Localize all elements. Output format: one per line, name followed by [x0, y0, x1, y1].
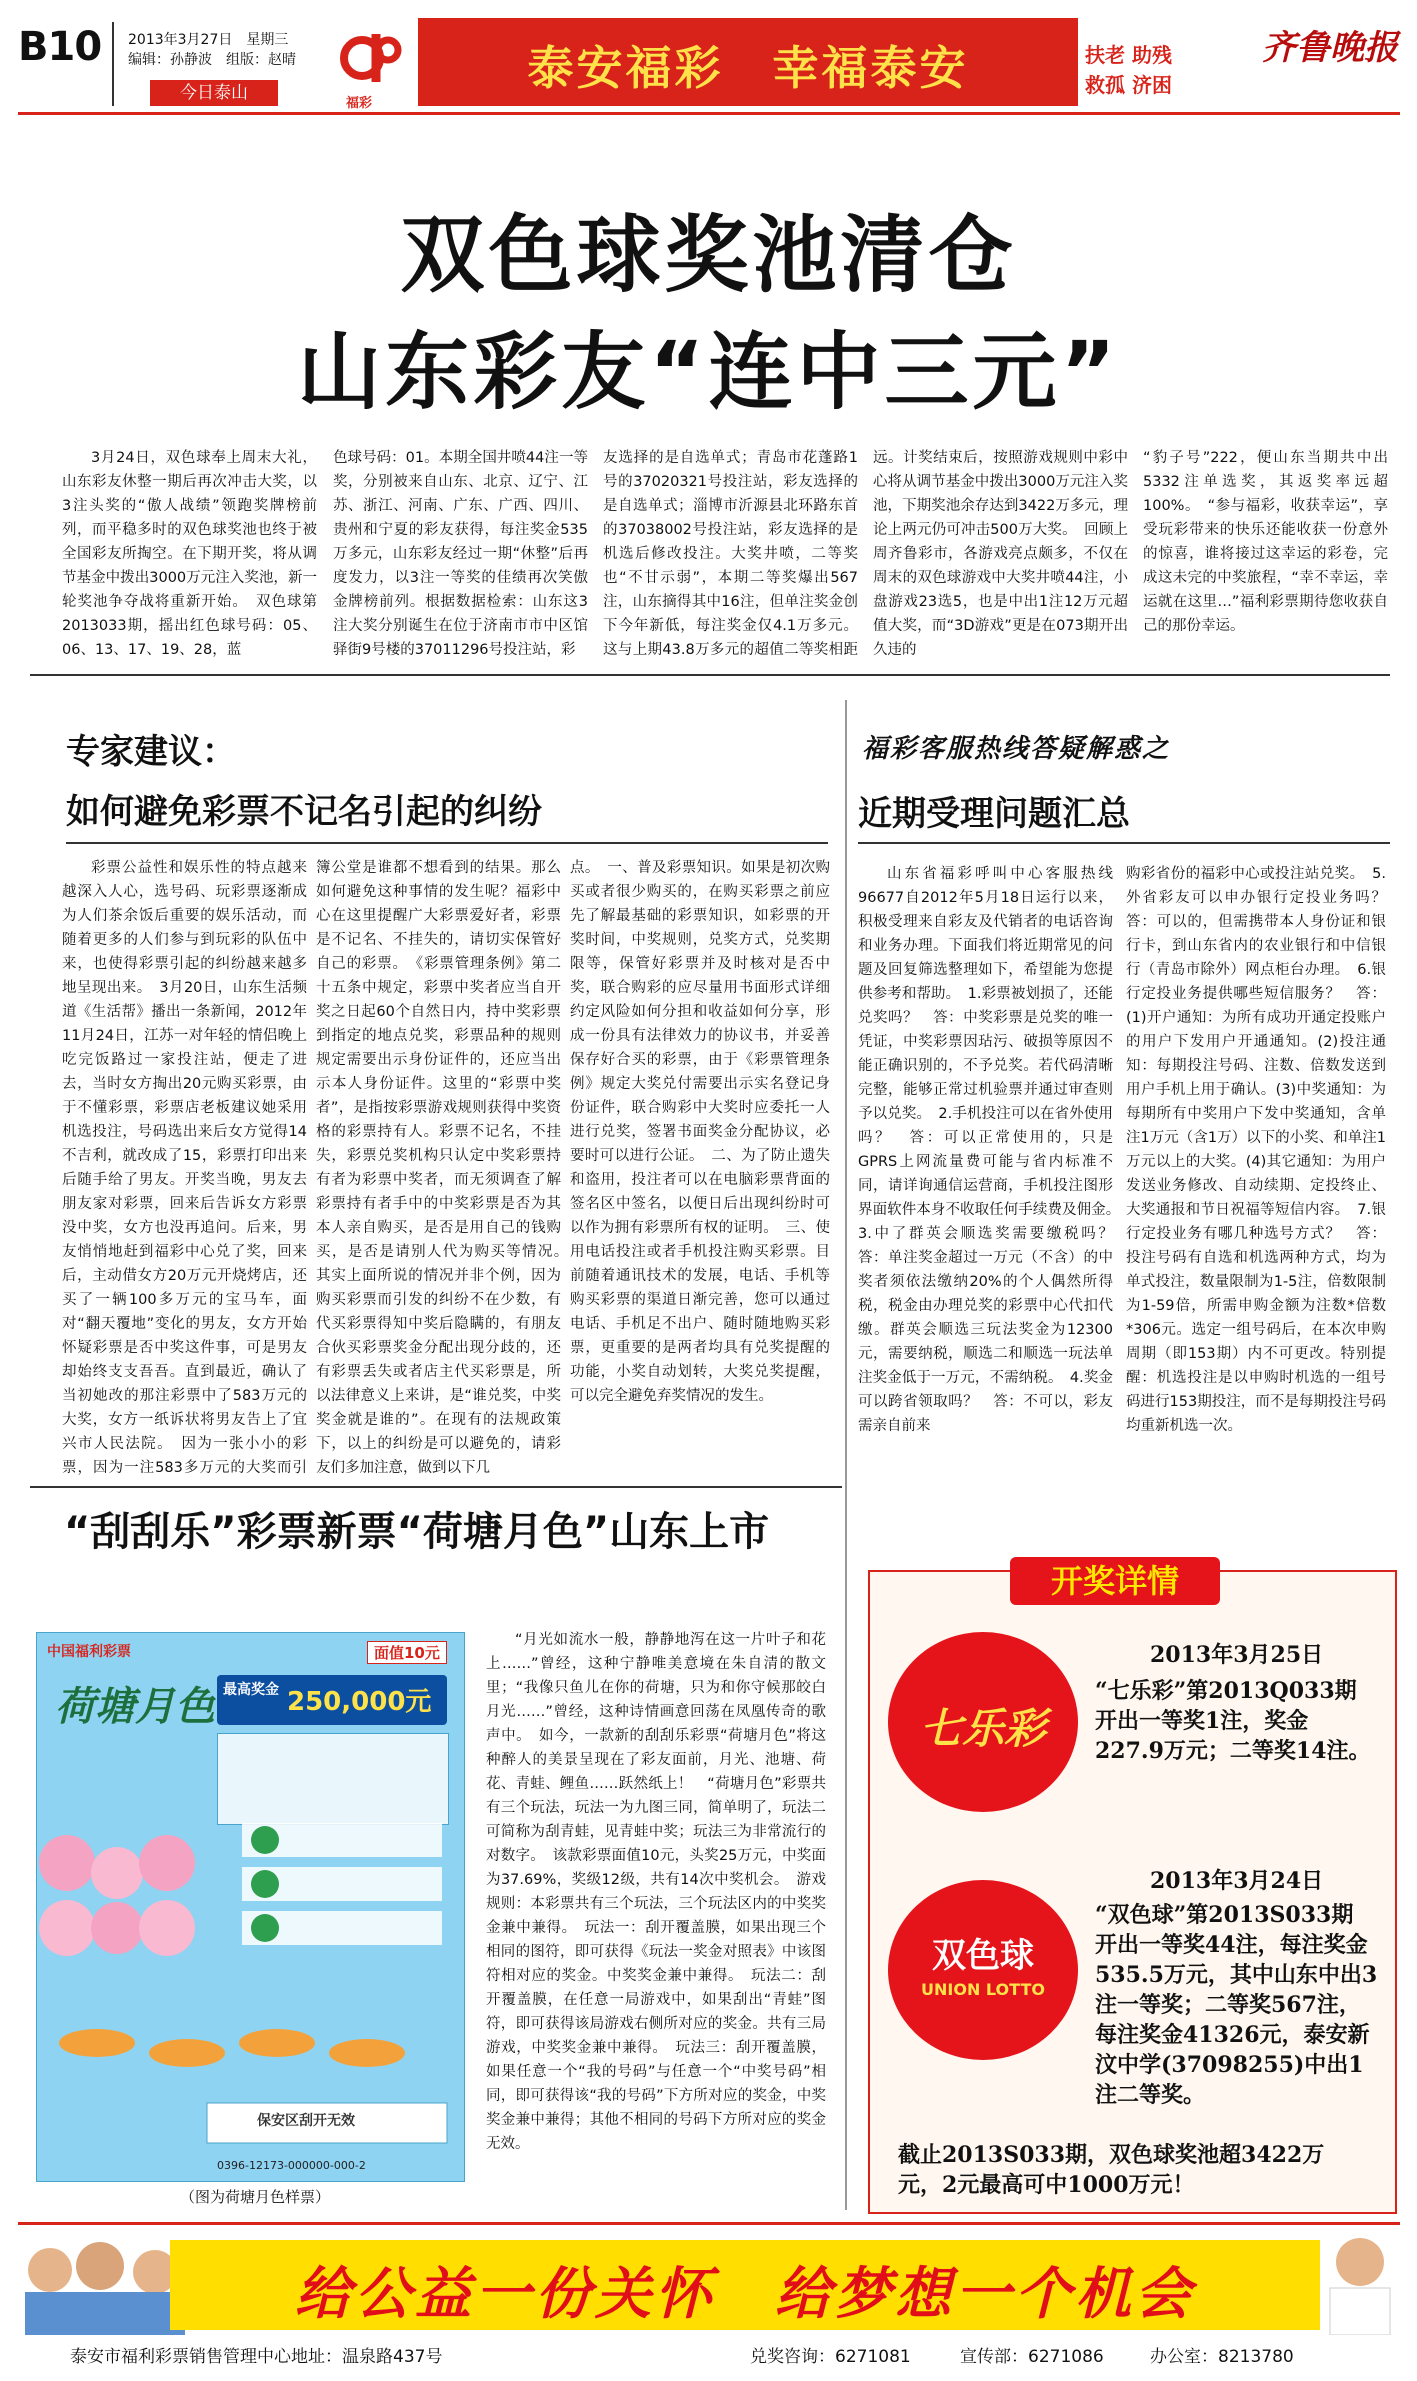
card-lotus-artwork	[37, 1803, 464, 2181]
expert-column-1: 彩票公益性和娱乐性的特点越来越深入人心，选号码、玩彩票逐渐成为人们茶余饭后重要的娱乐活动，而随着更多的人们参与到玩彩的队伍中来，也使得彩票引起的纠纷越来越多地呈现出来。 3月20日，山东生活频道《生活帮》播出一条新闻，2012年11月24日，江苏一对年轻的情侣晚上吃完饭路过一家投注站，便走了进去，当时女方掏出20元购买彩票，由于不懂彩票，彩票店老板建议她采用机选投注，号码选出来后女方觉得14不吉利，就改成了15，彩票打印出来后随手给了男友。开奖当晚，男友去朋友家对彩票，回来后告诉女方彩票没中奖，女方也没再追问。后来，男友悄悄地赶到福彩中心兑了奖，回来后，主动借女方20万元开烧烤店，还买了一辆100多万元的宝马车，面对“翻天覆地”变化的男友，女方开始怀疑彩票是否中奖这件事，可是男友却始终支支吾吾。直到最近，确认了当初她改的那注彩票中了583万元的大奖，女方一纸诉状将男友告上了宜兴市人民法院。 因为一张小小的彩票，因为一注583多万元的大奖而引	[62, 860, 307, 1476]
lead-column-5: “豹子号”222，便山东当期共中出5332注单选奖，其返奖率远超100%。 “参与福彩，收获幸运”，享受玩彩带来的快乐还能收获一份意外的惊喜，谁将接过这幸运的彩卷，完成这未完的中奖旅程，“幸不幸运，幸运就在这里…”福利彩票期待您收获自己的那份幸运。	[1143, 450, 1388, 634]
card-brand: 中国福利彩票	[47, 1644, 131, 1660]
column-divider	[845, 700, 847, 2210]
footer-consult: 兑奖咨询：6271081	[750, 2347, 911, 2367]
scratch-column: “月光如流水一般，静静地泻在这一片叶子和花上……”曾经，这种宁静唯美意境在朱自清的散文里；“我像只鱼儿在你的荷塘，只为和你守候那皎白月光……”曾经，这种诗情画意回荡在凤凰传奇的歌声中。 如今，一款新的刮刮乐彩票“荷塘月色”将这种醉人的美景呈现在了彩友面前，月光、池塘、荷花、青蛙、鲤鱼……跃然纸上！ “荷塘月色”彩票共有三个玩法，玩法一为九图三同，简单明了，玩法二可简称为刮青蛙，见青蛙中奖；玩法三为非常流行的对数字。 该款彩票面值10元，头奖25万元，中奖面为37.69%，奖级12级，共有14次中奖机会。 游戏规则：本彩票共有三个玩法，三个玩法区内的中奖奖金兼中兼得。 玩法一：刮开覆盖膜，如果出现三个相同的图符，即可获得《玩法一奖金对照表》中该图符相对应的奖金。中奖奖金兼中兼得。 玩法二：刮开覆盖膜，在任意一局游戏中，如果刮出“青蛙”图符，即可获得该局游戏右侧所对应的奖金。共有三局游戏，中奖奖金兼中兼得。 玩法三：刮开覆盖膜，如果任意一个“我的号码”与任意一个“中奖号码”相同，即可获得该“我的号码”下方所对应的奖金，中奖奖金兼中兼得；其他不相同的号码下方所对应的奖金无效。	[486, 1632, 826, 2152]
scratch-caption: （图为荷塘月色样票）	[180, 2188, 331, 2206]
ssq-result: “双色球”第2013S033期 开出一等奖44注，每注奖金535.5万元，其中山东中出3注一等奖；二等奖567注，每注奖金41326元，泰安新汶中学(37098255)中出1注二等奖。	[1095, 1902, 1378, 2108]
expert-column-2: 簿公堂是谁都不想看到的结果。那么如何避免这种事情的发生呢？福彩中心在这里提醒广大彩票爱好者，彩票是不记名、不挂失的，请切实保管好自己的彩票。 《彩票管理条例》第二十五条中规定，彩票中奖者应当自开奖之日起60个自然日内，持中奖彩票到指定的地点兑奖，彩票品种的规则规定需要出示身份证件的，还应当出示本人身份证件。这里的“彩票中奖者”，是指按彩票游戏规则获得中奖资格的彩票持有人。彩票不记名，不挂失，彩票兑奖机构只认定中奖彩票持有者为彩票中奖者，而无须调查了解彩票持有者手中的中奖彩票是否为其本人亲自购买，是否是用自己的钱购买，是否是请别人代为购买等情况。 其实上面所说的情况并非个例，因为购买彩票而引发的纠纷不在少数，有代买彩票得知中奖后隐瞒的，有朋友合伙买彩票奖金分配出现分歧的，还有彩票丢失或者店主代买彩票是，所以法律意义上来讲，是“谁兑奖，中奖奖金就是谁的”。在现有的法规政策下，以上的纠纷是可以避免的，请彩友们多加注意，做到以下几	[316, 860, 561, 1476]
card-prize-value: 250,000元	[287, 1687, 432, 1717]
welfare-lottery-logo-icon	[336, 28, 402, 88]
lead-column-3: 友选择的是自选单式；青岛市花蓬路1号的37020321号投注站，彩友选择的是自选单式；淄博市沂源县北环路东首的37038002号投注站，彩友选择的是机选后修改投注。大奖井喷，二等奖也“不甘示弱”，本期二等奖爆出567注，山东摘得其中16注，但单注奖金创下今年新低，每注奖金仅4.1万多元。这与上期43.8万多元的超值二等奖相距	[603, 450, 858, 658]
issue-date: 2013年3月27日 星期三	[128, 32, 289, 48]
header-banner	[418, 18, 1078, 106]
card-redeem-label: 保安区刮开无效	[257, 2113, 355, 2129]
qlc-logo	[888, 1632, 1078, 1812]
issue-editors: 编辑：孙静波 组版：赵晴	[128, 52, 296, 68]
hotline-rule	[858, 842, 1390, 844]
footer-contacts	[30, 2342, 1390, 2372]
qlc-result: “七乐彩”第2013Q033期 开出一等奖1注，奖金227.9万元；二等奖14注。	[1095, 1678, 1379, 1764]
footer-slogan: 给公益一份关怀 给梦想一个机会	[295, 2262, 1195, 2327]
hotline-column-1: 山东省福彩呼叫中心客服热线96677自2012年5月18日运行以来，积极受理来自彩友及代销者的电话咨询和业务办理。下面我们将近期常见的问题及回复筛选整理如下，希望能为您提供参考和帮助。 1.彩票被划损了，还能兑奖吗？ 答：中奖彩票是兑奖的唯一凭证，中奖彩票因玷污、破损等原因不能正确识别的，不予兑奖。若代码清晰完整，能够正常过机验票并通过审查则予以兑奖。 2.手机投注可以在省外使用吗？ 答：可以正常使用的，只是GPRS上网流量费可能与省内标准不同，请详询通信运营商，手机投注图形界面软件本身不收取任何手续费及佣金。 3.中了群英会顺选奖需要缴税吗？ 答：单注奖金超过一万元（不含）的中奖者须依法缴纳20%的个人偶然所得税，税金由办理兑奖的彩票中心代扣代缴。群英会顺选三玩法奖金为12300元，需要纳税，顺选二和顺选一玩法单注奖金低于一万元，不需纳税。 4.奖金可以跨省领取吗？ 答：不可以，彩友需亲自前来	[858, 866, 1113, 1434]
banner-text: 泰安福彩 幸福泰安	[527, 41, 969, 95]
hotline-kicker: 福彩客服热线答疑解惑之	[862, 734, 1171, 764]
expert-kicker: 专家建议：	[66, 732, 236, 772]
footer-rule	[18, 2222, 1400, 2225]
expert-rule	[66, 842, 828, 844]
header-slogan	[1085, 40, 1245, 100]
ssq-logo-en: UNION LOTTO	[921, 1980, 1045, 1999]
qlc-date: 2013年3月25日	[1150, 1642, 1324, 1668]
section-rule	[30, 674, 1390, 676]
section-tag: 今日泰山	[150, 80, 278, 106]
hotline-headline: 近期受理问题汇总	[858, 794, 1130, 834]
logo-label: 福彩	[346, 96, 373, 111]
footer-address: 泰安市福利彩票销售管理中心地址：温泉路437号	[70, 2347, 443, 2367]
lead-headline-2: 山东彩友“连中三元”	[297, 323, 1120, 421]
slogan-line-2: 救孤 济困	[1085, 73, 1172, 97]
ssq-logo	[888, 1880, 1078, 2060]
lead-column-4: 远。计奖结束后，按照游戏规则中彩中心将从调节基金中拨出3000万元注入奖池，下期奖池余存达到3422万多元，理论上两元仍可冲击500万大奖。 回顾上周齐鲁彩市，各游戏亮点颇多，不仅在周末的双色球游戏中大奖井喷44注，小盘游戏23选5，也是中出1注12万元超值大奖，而“3D游戏”更是在073期开出久违的	[873, 450, 1128, 658]
footer-publicity: 宣传部：6271086	[960, 2347, 1104, 2367]
card-prize-box	[217, 1675, 447, 1725]
expert-column-3: 点。 一、普及彩票知识。如果是初次购买或者很少购买的，在购买彩票之前应先了解最基础的彩票知识，如彩票的开奖时间，中奖规则，兑奖方式，兑奖期限等，保管好彩票并及时核对是否中奖，联合购彩的应尽量用书面形式详细约定风险如何分担和收益如何分享，形成一份具有法律效力的协议书，并妥善保存好合买的彩票，由于《彩票管理条例》规定大奖兑付需要出示实名登记身份证件，联合购彩中大奖时应委托一人进行兑奖，签署书面奖金分配协议，必要时可以进行公证。 二、为了防止遗失和盗用，投注者可以在电脑彩票背面的签名区中签名，以便日后出现纠纷时可以作为拥有彩票所有权的证明。 三、使用电话投注或者手机投注购买彩票。目前随着通讯技术的发展，电话、手机等购买彩票的渠道日渐完善，您可以通过电话、手机足不出户、随时随地购买彩票，更重要的是两者均具有兑奖提醒的功能，小奖自动划转，大奖兑奖提醒，可以完全避免弃奖情况的发生。	[570, 860, 830, 1404]
scratch-rule	[30, 1486, 842, 1488]
expert-headline: 如何避免彩票不记名引起的纠纷	[66, 792, 542, 832]
lead-headline-1: 双色球奖池清仓	[400, 206, 1017, 304]
card-serial: 0396-12173-000000-000-2	[217, 2159, 366, 2172]
page-number: B10	[18, 24, 102, 70]
header-divider	[112, 22, 114, 106]
masthead: 齐鲁晚报	[1262, 28, 1398, 68]
children-photo-icon	[20, 2230, 190, 2335]
card-price: 面值10元	[367, 1641, 447, 1664]
footer-office: 办公室：8213780	[1150, 2347, 1294, 2367]
scratch-headline: “刮刮乐”彩票新票“荷塘月色”山东上市	[64, 1509, 770, 1555]
lead-column-2: 色球号码：01。本期全国井喷44注一等奖，分别被来自山东、北京、辽宁、江苏、浙江、河南、广东、广西、四川、贵州和宁夏的彩友获得，每注奖金535万多元，山东彩友经过一期“休整”后再度发力，以3注一等奖的佳绩再次笑傲金牌榜前列。根据数据检索：山东这3注大奖分别诞生在位于济南市市中区馆驿街9号楼的37011296号投注站，彩	[333, 450, 588, 658]
draw-results-title: 开奖详情	[1010, 1557, 1220, 1605]
lead-column-1: 3月24日，双色球奉上周末大礼，山东彩友休整一期后再次冲击大奖，以3注头奖的“傲人战绩”领跑奖牌榜前列，而平稳多时的双色球奖池也终于被全国彩友所掏空。在下期开奖，将从调节基金中拨出3000万元注入奖池，新一轮奖池争夺战将重新开始。 双色球第2013033期，摇出红色球号码：05、06、13、17、19、28，蓝	[62, 450, 317, 658]
slogan-line-1: 扶老 助残	[1085, 43, 1172, 67]
header-rule	[18, 112, 1400, 115]
card-prize-label: 最高奖金	[223, 1682, 279, 1698]
card-title: 荷塘月色	[55, 1683, 215, 1730]
scratch-ticket-image	[36, 1632, 465, 2182]
hotline-column-2: 购彩省份的福彩中心或投注站兑奖。 5.外省彩友可以申办银行定投业务吗？ 答：可以的，但需携带本人身份证和银行卡，到山东省内的农业银行和中信银行（青岛市除外）网点柜台办理。 6.银行定投业务提供哪些短信服务？ 答：(1)开户通知：为所有成功开通定投账户的用户下发用户开通通知。(2)投注通知：每期投注号码、注数、倍数发送到用户手机上用于确认。(3)中奖通知：为每期所有中奖用户下发中奖通知，含单注1万元（含1万）以下的小奖、和单注1万元以上的大奖。(4)其它通知：为用户发送业务修改、自动续期、定投终止、大奖通报和节日祝福等短信内容。 7.银行定投业务有哪几种选号方式？ 答：投注号码有自选和机选两种方式，均为单式投注，数量限制为1-5注，倍数限制为1-59倍，所需申购金额为注数*倍数*306元。选定一组号码后，在本次申购周期（即153期）内不可更改。特别提醒：机选投注是以申购时机选的一组号码进行153期投注，而不是每期投注号码均重新机选一次。	[1126, 866, 1386, 1434]
qlc-logo-text: 七乐彩	[919, 1704, 1046, 1753]
ssq-date: 2013年3月24日	[1150, 1868, 1324, 1894]
ssq-pool: 截止2013S033期，双色球奖池超3422万元，2元最高可中1000万元！	[898, 2142, 1325, 2198]
ssq-logo-cn: 双色球	[932, 1936, 1034, 1976]
issue-meta	[128, 30, 296, 70]
child-photo-icon	[1320, 2230, 1400, 2335]
footer-banner	[170, 2240, 1320, 2330]
